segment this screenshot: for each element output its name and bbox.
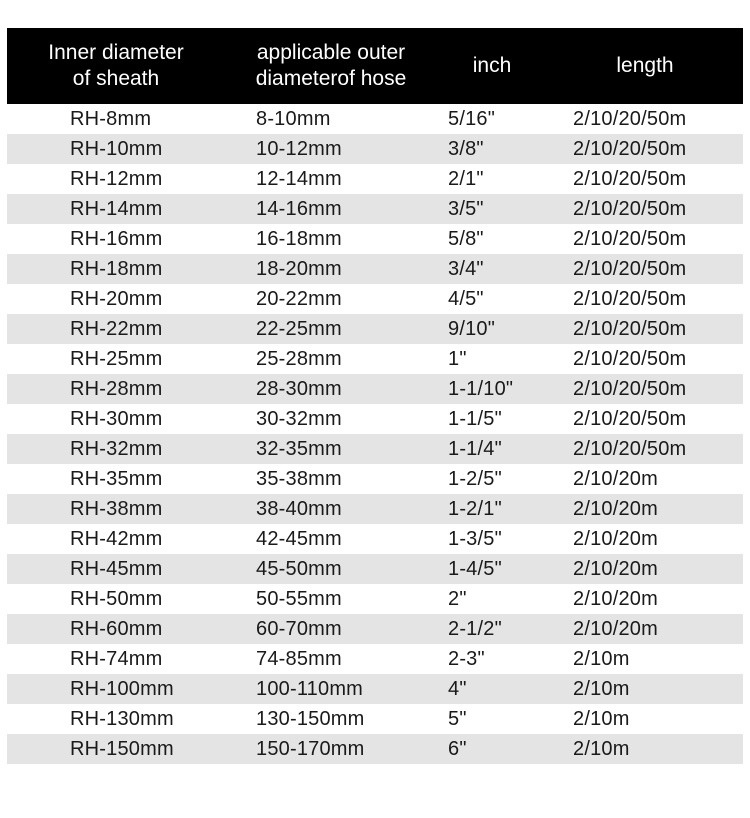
inch-cell: 2-3" — [448, 647, 485, 670]
inner-diameter-cell: RH-20mm — [70, 287, 163, 310]
inch-cell: 4/5" — [448, 287, 484, 310]
inch-cell: 9/10" — [448, 317, 496, 340]
length-cell: 2/10/20m — [573, 557, 658, 580]
inch-cell: 1-1/4" — [448, 437, 502, 460]
table-row — [7, 704, 743, 734]
inner-diameter-cell: RH-74mm — [70, 647, 163, 670]
header-inner-diameter — [7, 40, 225, 92]
header-outer-diameter-line2: diameterof hose — [255, 67, 407, 90]
inner-diameter-cell: RH-10mm — [70, 137, 163, 160]
length-cell: 2/10/20/50m — [573, 287, 687, 310]
inch-cell: 1-4/5" — [448, 557, 502, 580]
inch-cell: 3/4" — [448, 257, 484, 280]
inch-cell: 1" — [448, 347, 467, 370]
outer-diameter-cell: 25-28mm — [256, 347, 342, 370]
table-row — [7, 404, 743, 434]
outer-diameter-cell: 45-50mm — [256, 557, 342, 580]
table-body — [7, 104, 743, 764]
inch-cell: 1-3/5" — [448, 527, 502, 550]
length-cell: 2/10m — [573, 707, 630, 730]
length-cell: 2/10m — [573, 737, 630, 760]
inner-diameter-cell: RH-130mm — [70, 707, 174, 730]
inner-diameter-cell: RH-45mm — [70, 557, 163, 580]
outer-diameter-cell: 22-25mm — [256, 317, 342, 340]
length-cell: 2/10/20/50m — [573, 227, 687, 250]
outer-diameter-cell: 14-16mm — [256, 197, 342, 220]
length-cell: 2/10/20/50m — [573, 317, 687, 340]
inner-diameter-cell: RH-100mm — [70, 677, 174, 700]
inch-cell: 5/8" — [448, 227, 484, 250]
inch-cell: 6" — [448, 737, 467, 760]
outer-diameter-cell: 150-170mm — [256, 737, 365, 760]
table-row — [7, 674, 743, 704]
inner-diameter-cell: RH-35mm — [70, 467, 163, 490]
outer-diameter-cell: 100-110mm — [256, 677, 364, 700]
table-row — [7, 734, 743, 764]
inner-diameter-cell: RH-30mm — [70, 407, 163, 430]
length-cell: 2/10/20/50m — [573, 407, 687, 430]
table-row — [7, 584, 743, 614]
outer-diameter-cell: 38-40mm — [256, 497, 342, 520]
length-cell: 2/10/20/50m — [573, 107, 687, 130]
table-row — [7, 434, 743, 464]
table-row — [7, 254, 743, 284]
inner-diameter-cell: RH-16mm — [70, 227, 163, 250]
inch-cell: 1-1/10" — [448, 377, 514, 400]
length-cell: 2/10/20m — [573, 617, 658, 640]
inner-diameter-cell: RH-18mm — [70, 257, 163, 280]
outer-diameter-cell: 12-14mm — [256, 167, 342, 190]
outer-diameter-cell: 30-32mm — [256, 407, 342, 430]
header-inner-diameter-line2: of sheath — [72, 67, 160, 90]
length-cell: 2/10/20/50m — [573, 197, 687, 220]
inch-cell: 4" — [448, 677, 467, 700]
table-row — [7, 464, 743, 494]
header-inch: inch — [472, 54, 512, 77]
inner-diameter-cell: RH-42mm — [70, 527, 163, 550]
length-cell: 2/10/20/50m — [573, 257, 687, 280]
inch-cell: 1-1/5" — [448, 407, 502, 430]
outer-diameter-cell: 74-85mm — [256, 647, 342, 670]
outer-diameter-cell: 32-35mm — [256, 437, 342, 460]
inner-diameter-cell: RH-14mm — [70, 197, 163, 220]
inner-diameter-cell: RH-38mm — [70, 497, 163, 520]
table-row — [7, 284, 743, 314]
table-row — [7, 554, 743, 584]
inner-diameter-cell: RH-28mm — [70, 377, 163, 400]
inch-cell: 1-2/1" — [448, 497, 502, 520]
inner-diameter-cell: RH-22mm — [70, 317, 163, 340]
inch-cell: 1-2/5" — [448, 467, 502, 490]
outer-diameter-cell: 28-30mm — [256, 377, 342, 400]
outer-diameter-cell: 35-38mm — [256, 467, 342, 490]
outer-diameter-cell: 18-20mm — [256, 257, 342, 280]
inch-cell: 2" — [448, 587, 467, 610]
inch-cell: 2-1/2" — [448, 617, 502, 640]
outer-diameter-cell: 130-150mm — [256, 707, 365, 730]
table-row — [7, 134, 743, 164]
table-header — [7, 28, 743, 104]
length-cell: 2/10/20/50m — [573, 347, 687, 370]
table-row — [7, 104, 743, 134]
length-cell: 2/10/20/50m — [573, 437, 687, 460]
header-length: length — [616, 54, 674, 77]
inch-cell: 3/8" — [448, 137, 484, 160]
length-cell: 2/10/20m — [573, 527, 658, 550]
header-outer-diameter-line1: applicable outer — [256, 41, 406, 64]
inch-cell: 5" — [448, 707, 467, 730]
inner-diameter-cell: RH-32mm — [70, 437, 163, 460]
outer-diameter-cell: 60-70mm — [256, 617, 342, 640]
table-row — [7, 224, 743, 254]
length-cell: 2/10m — [573, 677, 630, 700]
inner-diameter-cell: RH-60mm — [70, 617, 163, 640]
table-row — [7, 194, 743, 224]
table-row — [7, 314, 743, 344]
spec-table — [7, 28, 743, 764]
length-cell: 2/10/20m — [573, 497, 658, 520]
table-row — [7, 614, 743, 644]
table-row — [7, 644, 743, 674]
length-cell: 2/10/20/50m — [573, 377, 687, 400]
outer-diameter-cell: 50-55mm — [256, 587, 342, 610]
header-outer-diameter — [225, 40, 437, 92]
length-cell: 2/10m — [573, 647, 630, 670]
inner-diameter-cell: RH-25mm — [70, 347, 163, 370]
length-cell: 2/10/20m — [573, 587, 658, 610]
table-row — [7, 344, 743, 374]
inch-cell: 3/5" — [448, 197, 484, 220]
length-cell: 2/10/20/50m — [573, 137, 687, 160]
outer-diameter-cell: 42-45mm — [256, 527, 342, 550]
outer-diameter-cell: 8-10mm — [256, 107, 331, 130]
length-cell: 2/10/20/50m — [573, 167, 687, 190]
outer-diameter-cell: 10-12mm — [256, 137, 342, 160]
inner-diameter-cell: RH-12mm — [70, 167, 163, 190]
outer-diameter-cell: 16-18mm — [256, 227, 342, 250]
outer-diameter-cell: 20-22mm — [256, 287, 342, 310]
inch-cell: 2/1" — [448, 167, 484, 190]
table-row — [7, 164, 743, 194]
header-inner-diameter-line1: Inner diameter — [48, 41, 184, 64]
inner-diameter-cell: RH-8mm — [70, 107, 152, 130]
inch-cell: 5/16" — [448, 107, 496, 130]
table-row — [7, 524, 743, 554]
inner-diameter-cell: RH-150mm — [70, 737, 174, 760]
table-row — [7, 374, 743, 404]
inner-diameter-cell: RH-50mm — [70, 587, 163, 610]
length-cell: 2/10/20m — [573, 467, 658, 490]
table-row — [7, 494, 743, 524]
